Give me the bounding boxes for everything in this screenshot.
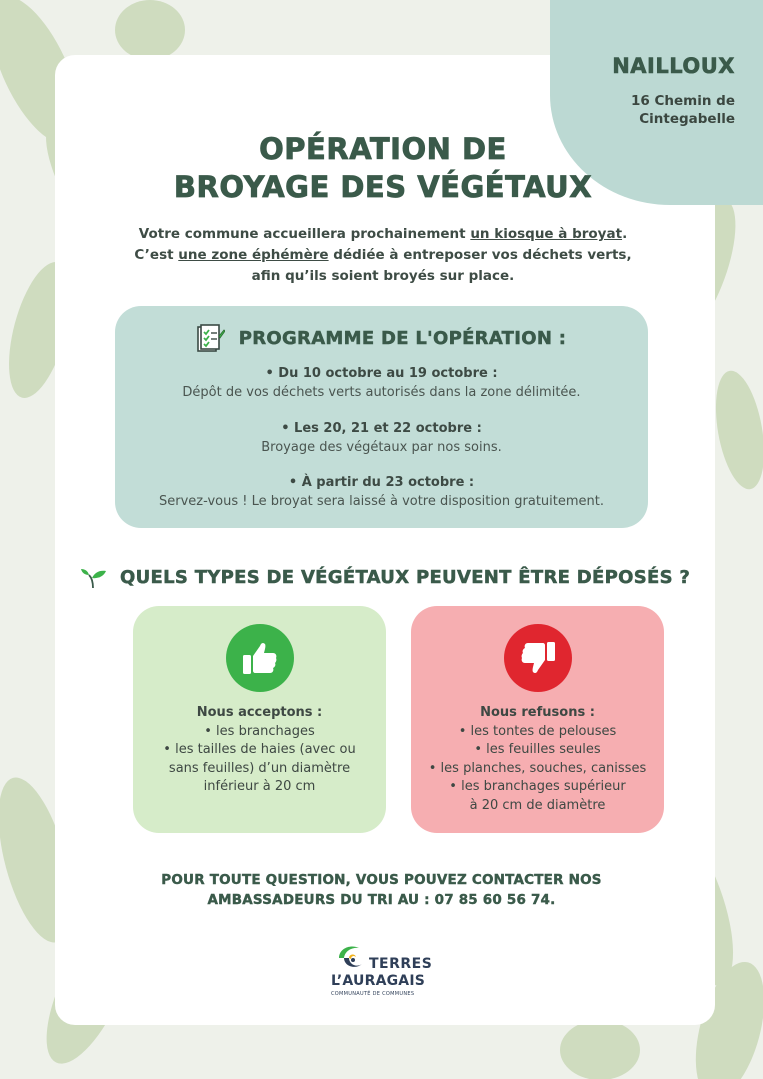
intro-text-part: dédiée à entreposer vos déchets verts, bbox=[328, 247, 632, 263]
accepted-badge bbox=[226, 624, 294, 692]
title-line: BROYAGE DES VÉGÉTAUX bbox=[173, 170, 593, 204]
thumbs-up-icon bbox=[240, 638, 280, 678]
title-line: OPÉRATION DE bbox=[259, 132, 507, 166]
program-heading-text: PROGRAMME DE L'OPÉRATION : bbox=[238, 328, 567, 349]
step-description: Servez-vous ! Le broyat sera laissé à votre disposition gratuitement. bbox=[159, 494, 604, 509]
types-heading-text: QUELS TYPES DE VÉGÉTAUX PEUVENT ÊTRE DÉPOSÉS ? bbox=[120, 567, 691, 588]
sprout-icon bbox=[80, 566, 108, 590]
intro-highlight: un kiosque à broyat bbox=[470, 226, 623, 242]
step-date: • À partir du 23 octobre : bbox=[288, 475, 475, 490]
program-heading bbox=[115, 324, 648, 354]
accepted-heading: Nous acceptons : bbox=[196, 705, 323, 720]
checklist-icon bbox=[197, 324, 225, 354]
terres-lauragais-logo bbox=[327, 940, 437, 1000]
logo-text: TERRES bbox=[369, 956, 433, 972]
list-item: • les branchages bbox=[204, 723, 315, 739]
town-name: NAILLOUX bbox=[612, 54, 735, 78]
intro-text-part: C’est bbox=[134, 247, 179, 263]
list-item: à 20 cm de diamètre bbox=[469, 797, 606, 813]
list-item: • les tontes de pelouses bbox=[458, 723, 617, 739]
program-step bbox=[115, 419, 648, 457]
list-item: • les branchages supérieur bbox=[449, 779, 626, 794]
step-date: • Du 10 octobre au 19 octobre : bbox=[265, 366, 498, 381]
program-panel bbox=[115, 306, 648, 528]
accepted-list bbox=[133, 704, 386, 797]
address-line: Cintegabelle bbox=[639, 111, 735, 127]
contact-line: POUR TOUTE QUESTION, VOUS POUVEZ CONTACTER NOS bbox=[161, 872, 602, 888]
list-item: • les tailles de haies (avec ou bbox=[163, 742, 356, 757]
intro-highlight: une zone éphémère bbox=[178, 247, 329, 263]
accepted-panel bbox=[133, 606, 386, 833]
address bbox=[615, 92, 735, 128]
intro-text-part: . bbox=[622, 226, 628, 242]
step-date: • Les 20, 21 et 22 octobre : bbox=[281, 421, 482, 436]
refused-heading: Nous refusons : bbox=[480, 705, 595, 720]
list-item: • les planches, souches, canisses bbox=[428, 760, 647, 776]
address-line: 16 Chemin de bbox=[631, 93, 735, 109]
types-heading bbox=[80, 566, 700, 590]
page-title bbox=[150, 130, 616, 206]
contact-info bbox=[150, 870, 613, 910]
logo-subtext: COMMUNAUTÉ DE COMMUNES bbox=[331, 991, 415, 997]
list-item: • les feuilles seules bbox=[474, 742, 601, 757]
intro-text-part: afin qu’ils soient broyés sur place. bbox=[251, 268, 515, 284]
refused-panel bbox=[411, 606, 664, 833]
thumbs-down-icon bbox=[518, 638, 558, 678]
step-description: Dépôt de vos déchets verts autorisés dans la zone délimitée. bbox=[182, 385, 581, 400]
intro-text bbox=[120, 224, 646, 287]
program-step bbox=[115, 473, 648, 511]
list-item: sans feuilles) d’un diamètre bbox=[168, 760, 351, 776]
step-description: Broyage des végétaux par nos soins. bbox=[261, 440, 502, 455]
refused-badge bbox=[504, 624, 572, 692]
refused-list bbox=[411, 704, 664, 815]
logo-swirl-icon bbox=[329, 940, 371, 976]
list-item: inférieur à 20 cm bbox=[203, 779, 316, 794]
intro-text-part: Votre commune accueillera prochainement bbox=[138, 226, 471, 242]
program-step bbox=[115, 364, 648, 402]
logo-text: L’AURAGAIS bbox=[331, 973, 426, 989]
contact-phone-line[interactable]: AMBASSADEURS DU TRI AU : 07 85 60 56 74. bbox=[207, 892, 556, 908]
